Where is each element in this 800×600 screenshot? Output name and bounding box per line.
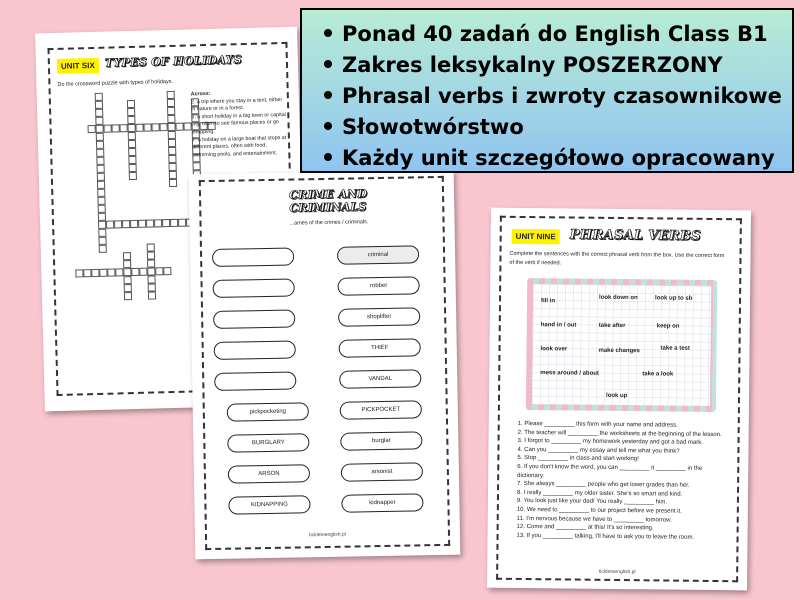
dashed-border [199, 176, 450, 550]
crossword-cell[interactable] [95, 109, 103, 117]
crossword-cell[interactable] [95, 93, 103, 101]
criminal-pill: burglar [340, 431, 422, 450]
crossword-cell[interactable] [168, 147, 176, 155]
crossword-cell[interactable] [114, 220, 122, 228]
crossword-cell[interactable] [143, 123, 151, 131]
criminal-pill: THIEF [339, 338, 421, 357]
instruction-line: of the verb if needed. [509, 259, 562, 267]
crossword-cell[interactable] [169, 171, 177, 179]
phrasal-verb-word: mess around / about [540, 370, 599, 377]
crossword-cell[interactable] [123, 276, 131, 284]
crossword-cell[interactable] [128, 148, 136, 156]
crossword-cell[interactable] [98, 221, 106, 229]
instruction: ...ames of the crimes / criminals. [289, 219, 369, 227]
clue-item: 6. a short holiday in a big town or capital city, often to see famous places or go shopping. [191, 111, 286, 136]
criminal-pill: kidnapper [341, 493, 423, 512]
crossword-cell[interactable] [115, 268, 123, 276]
footer-url: tickletoenglish.pl [309, 531, 346, 539]
crossword-cell[interactable] [122, 220, 130, 228]
crossword-cell[interactable] [128, 124, 136, 132]
phrasal-verb-word: take a look [642, 371, 674, 378]
crossword-cell[interactable] [95, 117, 103, 125]
phrasal-verb-word: make changes [598, 347, 640, 355]
crossword-cell[interactable] [147, 243, 155, 251]
crime-pill: BURGLARY [227, 433, 309, 452]
exercise-sentence: 12. Come and _________ at this! It's so interesting. [516, 524, 654, 532]
exercise-sentence: dictionary. [517, 472, 545, 479]
crossword-cell[interactable] [159, 123, 167, 131]
feature-item [324, 19, 782, 50]
word-box [526, 278, 717, 412]
exercise-sentence: 6. If you don't know the word, you can _________ it _________ in the [517, 463, 703, 472]
crossword-cell[interactable] [163, 267, 171, 275]
crossword-cell[interactable] [155, 267, 163, 275]
criminal-pill: criminal [337, 245, 419, 264]
crossword-cell[interactable] [88, 125, 96, 133]
crossword-cell[interactable] [75, 269, 83, 277]
crime-pill [212, 248, 294, 267]
unit-badge: UNIT SIX [57, 58, 99, 74]
crime-pill: pickpocketing [227, 402, 309, 421]
phrasal-verb-word: look down on [599, 294, 638, 302]
exercise-sentence: 4. Can you _________ my essay and tell me what you think? [517, 446, 680, 455]
criminal-pill: PICKPOCKET [340, 400, 422, 419]
exercise-sentence: 5. Stop _________ in class and start working! [517, 455, 639, 463]
crossword-cell[interactable] [123, 268, 131, 276]
clues-across [191, 89, 289, 160]
exercise-sentence: 3. I forgot to _________ my homework yesterday and got a bad mark. [517, 438, 704, 447]
crossword-cell[interactable] [98, 237, 106, 245]
feature-text: Zakres leksykalny POSZERZONY [342, 53, 723, 77]
instruction: Do the crossword puzzle with types of holidays. [57, 78, 174, 88]
crossword-cell[interactable] [98, 205, 106, 213]
crossword-cell[interactable] [131, 268, 139, 276]
crossword-cell[interactable] [167, 91, 175, 99]
criminal-pill: shoplifter [338, 307, 420, 326]
phrasal-verb-word: look up [606, 392, 628, 400]
worksheet-phrasal-verbs [487, 208, 751, 591]
crossword-cell[interactable] [130, 220, 138, 228]
exercise-sentence: 1. Please _________ this form with your name and address. [517, 420, 678, 429]
crossword-cell[interactable] [98, 213, 106, 221]
crossword-cell[interactable] [96, 133, 104, 141]
crossword-cell[interactable] [146, 219, 154, 227]
criminal-pill: robber [337, 276, 419, 295]
crossword-cell[interactable] [107, 268, 115, 276]
phrasal-verb-word: fill in [540, 298, 556, 305]
bullet-icon [324, 91, 332, 99]
crossword-cell[interactable] [97, 165, 105, 173]
crossword-cell[interactable] [183, 122, 191, 130]
crossword-cell[interactable] [98, 229, 106, 237]
crossword-cell[interactable] [128, 132, 136, 140]
crossword-cell[interactable] [170, 219, 178, 227]
crossword-cell[interactable] [168, 131, 176, 139]
crossword-cell[interactable] [167, 107, 175, 115]
bullet-icon [324, 29, 332, 37]
word-box-grid [532, 284, 711, 406]
crossword-cell[interactable] [128, 140, 136, 148]
crossword-cell[interactable] [128, 156, 136, 164]
feature-text: Słowotwórstwo [342, 115, 524, 139]
phrasal-verb-word: take a test [660, 345, 690, 352]
crossword-cell[interactable] [175, 123, 183, 131]
feature-text: Każdy unit szczegółowo opracowany [342, 146, 775, 170]
feature-item [324, 50, 782, 81]
crossword-cell[interactable] [168, 139, 176, 147]
crossword-cell[interactable] [147, 267, 155, 275]
phrasal-verb-word: keep on [656, 323, 680, 330]
phrasal-verb-word: take after [598, 322, 626, 330]
crossword-cell[interactable] [124, 284, 132, 292]
exercise-sentence: 8. I really _________ my older sister. She's so smart and kind. [516, 489, 683, 498]
dashed-border [496, 216, 742, 583]
feature-item [324, 112, 782, 143]
bullet-icon [324, 122, 332, 130]
crossword-cell[interactable] [148, 291, 156, 299]
crossword-cell[interactable] [96, 149, 104, 157]
crossword-cell[interactable] [147, 259, 155, 267]
crossword-cell[interactable] [148, 283, 156, 291]
crime-pill [214, 341, 296, 360]
clue-item: 2. a trip where you stay in a tent, either in nature or in a forest. [190, 96, 283, 113]
crossword-cell[interactable] [162, 219, 170, 227]
criminal-pill: arsonist [341, 462, 423, 481]
crossword-cell[interactable] [96, 125, 104, 133]
exercise-sentence: 2. The teacher will _________ the worksheets at the beginning of the lesson. [517, 429, 722, 438]
crossword-cell[interactable] [120, 124, 128, 132]
crossword-cell[interactable] [99, 245, 107, 253]
clue-item: 7. a holiday on a large boat that stops at different places, often with food, swimming pools, and entertainment. [191, 134, 287, 159]
phrasal-verb-word: hand in / out [540, 322, 577, 329]
crossword-cell[interactable] [129, 172, 137, 180]
feature-list [324, 19, 782, 174]
crossword-cell[interactable] [99, 269, 107, 277]
crossword-cell[interactable] [129, 164, 137, 172]
phrasal-verb-word: look up to sb [655, 295, 693, 302]
crossword-cell[interactable] [168, 155, 176, 163]
crossword-cell[interactable] [135, 124, 143, 132]
crossword-cell[interactable] [138, 220, 146, 228]
crossword-cell[interactable] [127, 108, 135, 116]
crossword-cell[interactable] [147, 275, 155, 283]
crossword-cell[interactable] [127, 116, 135, 124]
bullet-icon [324, 153, 332, 161]
crossword-grid [50, 44, 286, 50]
bullet-icon [324, 60, 332, 68]
crime-pill [213, 279, 295, 298]
crossword-cell[interactable] [167, 123, 175, 131]
crossword-cell[interactable] [178, 219, 186, 227]
crossword-cell[interactable] [95, 101, 103, 109]
footer-url: tickletoenglish.pl [598, 568, 636, 576]
crossword-cell[interactable] [83, 269, 91, 277]
crime-pill [213, 310, 295, 329]
crime-pill [214, 371, 296, 390]
crossword-cell[interactable] [167, 99, 175, 107]
criminal-pill: VANDAL [339, 369, 421, 388]
crossword-cell[interactable] [151, 123, 159, 131]
crossword-cell[interactable] [124, 292, 132, 300]
across-label: Across: [190, 90, 211, 98]
crime-pill: ARSON [228, 464, 310, 483]
crossword-cell[interactable] [193, 162, 201, 170]
exercise-sentence: 10. We need to _________ to our project before we present it. [516, 506, 682, 515]
crossword-cell[interactable] [123, 260, 131, 268]
unit-badge: UNIT NINE [512, 229, 560, 245]
crossword-cell[interactable] [147, 251, 155, 259]
exercise-sentence: 7. She always _________ people who get lower grades than her. [517, 481, 690, 489]
phrasal-verb-word: look over [540, 346, 568, 353]
crime-pill: KIDNAPPING [228, 495, 310, 514]
crossword-cell[interactable] [127, 100, 135, 108]
feature-text: Ponad 40 zadań do English Class B1 [342, 22, 768, 46]
sheet-title: TYPES OF HOLIDAYS [104, 53, 242, 70]
crossword-cell[interactable] [167, 115, 175, 123]
crossword-cell[interactable] [154, 219, 162, 227]
crossword-cell[interactable] [96, 157, 104, 165]
crossword-cell[interactable] [97, 197, 105, 205]
crossword-cell[interactable] [106, 220, 114, 228]
exercise-sentence: 13. If you _________ talking, I'll have to ask you to leave the room. [516, 532, 695, 541]
crossword-cell[interactable] [97, 189, 105, 197]
exercise-sentence: 11. I'm nervous because we have to _________ tomorrow. [516, 515, 672, 524]
crossword-cell[interactable] [112, 124, 120, 132]
feature-text: Phrasal verbs i zwroty czasownikowe [342, 84, 782, 108]
feature-item [324, 81, 782, 112]
sheet-title: CRIME AND CRIMINALS [288, 187, 368, 215]
crossword-cell[interactable] [97, 181, 105, 189]
crossword-cell[interactable] [169, 163, 177, 171]
crossword-cell[interactable] [96, 141, 104, 149]
crossword-cell[interactable] [169, 179, 177, 187]
crossword-cell[interactable] [97, 173, 105, 181]
exercise-sentence: 9. You look just like your dad! You really _________ him. [516, 498, 668, 506]
feature-item [324, 143, 782, 174]
sheet-title: PHRASAL VERBS [569, 227, 701, 244]
crossword-cell[interactable] [104, 125, 112, 133]
crossword-cell[interactable] [91, 269, 99, 277]
crossword-cell[interactable] [139, 268, 147, 276]
crossword-cell[interactable] [123, 252, 131, 260]
instruction-line: Complete the sentences with the correct phrasal verb from the box. Use the correct form [509, 250, 725, 260]
feature-banner [300, 8, 794, 173]
worksheet-crime-and-criminals [189, 170, 461, 560]
